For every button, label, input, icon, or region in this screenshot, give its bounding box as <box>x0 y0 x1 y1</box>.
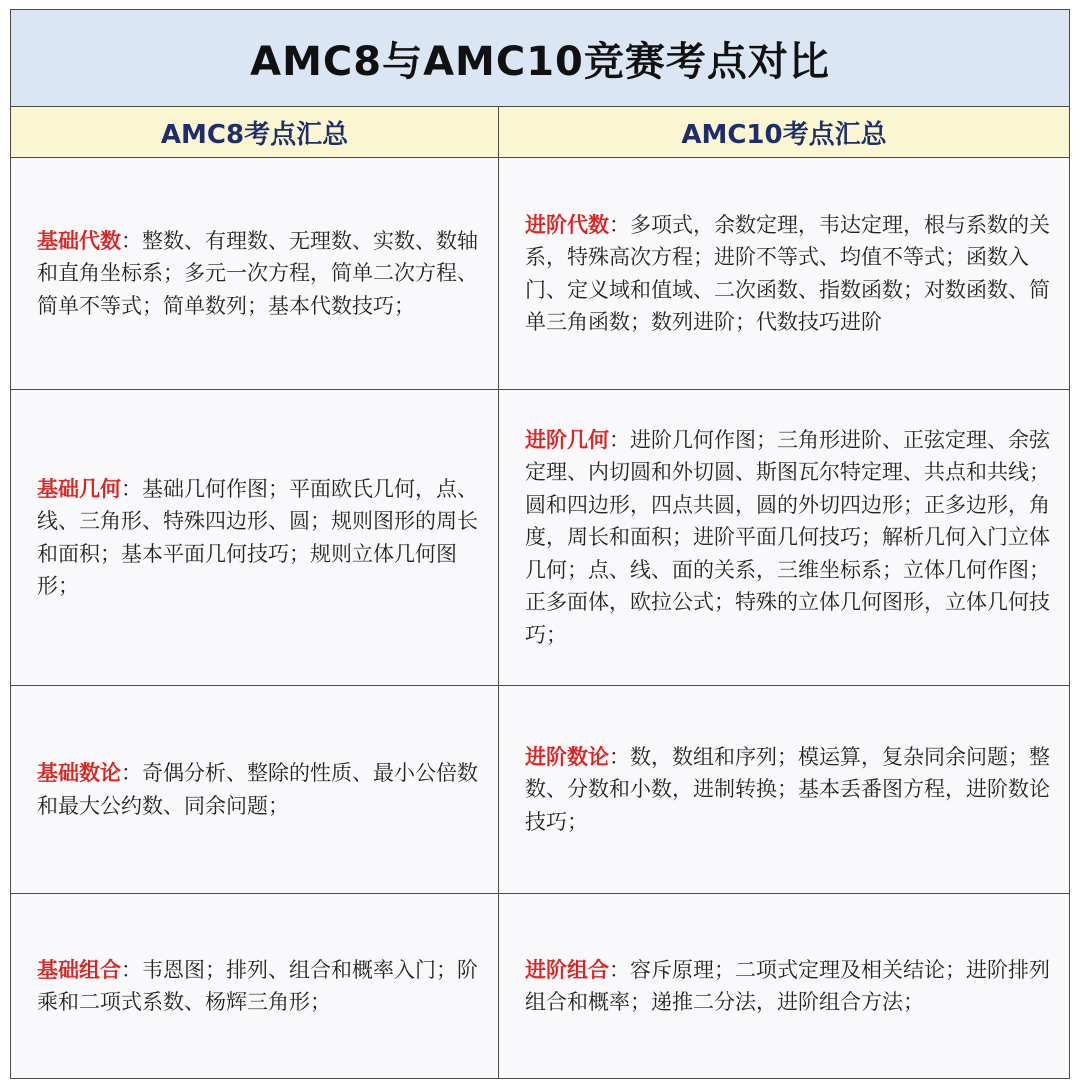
cell-amc8-algebra <box>11 158 499 389</box>
topic-content: ：基础几何作图；平面欧氏几何，点、线、三角形、特殊四边形、圆；规则图形的周长和面积；基本平面几何技巧；规则立体几何图形； <box>37 476 478 598</box>
topic-content: ：奇偶分析、整除的性质、最小公倍数和最大公约数、同余问题； <box>37 761 478 818</box>
cell-amc10-number-theory <box>499 686 1069 893</box>
topic-label: 基础几何 <box>37 476 121 501</box>
topic-label: 基础组合 <box>37 957 121 982</box>
comparison-table <box>10 9 1070 1079</box>
topic-label: 进阶组合 <box>525 957 609 982</box>
topic-label: 进阶数论 <box>525 744 609 769</box>
topic-label: 进阶代数 <box>525 212 609 237</box>
table-row-number-theory <box>11 686 1069 894</box>
page-title: AMC8与AMC10竞赛考点对比 <box>250 38 830 85</box>
cell-amc8-number-theory <box>11 686 499 893</box>
topic-content: ：多项式，余数定理，韦达定理，根与系数的关系，特殊高次方程；进阶不等式、均值不等式；函数入门、定义域和值域、二次函数、指数函数；对数函数、简单三角函数；数列进阶；代数技巧进阶 <box>525 212 1050 334</box>
topic-content: ：韦恩图；排列、组合和概率入门；阶乘和二项式系数、杨辉三角形； <box>37 957 478 1014</box>
cell-amc10-combinatorics <box>499 894 1069 1078</box>
topic-label: 基础代数 <box>37 228 121 253</box>
table-row-algebra <box>11 158 1069 390</box>
topic-content: ：数，数组和序列；模运算，复杂同余问题；整数、分数和小数，进制转换；基本丢番图方程，进阶数论技巧； <box>525 744 1050 834</box>
header-amc8: AMC8考点汇总 <box>11 107 499 157</box>
cell-amc8-combinatorics <box>11 894 499 1078</box>
topic-content: ：进阶几何作图；三角形进阶、正弦定理、余弦定理、内切圆和外切圆、斯图瓦尔特定理、共点和共线；圆和四边形，四点共圆，圆的外切四边形；正多边形，角度，周长和面积；进阶平面几何技巧；解析几何入门立体几何；点、线、面的关系，三维坐标系；立体几何作图；正多面体，欧拉公式；特殊的立体几何图形，立体几何技巧； <box>525 427 1050 647</box>
cell-amc10-geometry <box>499 390 1069 685</box>
topic-content: ：整数、有理数、无理数、实数、数轴和直角坐标系；多元一次方程，简单二次方程、简单不等式；简单数列；基本代数技巧； <box>37 228 478 318</box>
table-row-combinatorics <box>11 894 1069 1078</box>
topic-label: 进阶几何 <box>525 427 609 452</box>
cell-amc10-algebra <box>499 158 1069 389</box>
cell-amc8-geometry <box>11 390 499 685</box>
topic-content: ：容斥原理；二项式定理及相关结论；进阶排列组合和概率；递推二分法，进阶组合方法； <box>525 957 1050 1014</box>
topic-label: 基础数论 <box>37 761 121 785</box>
header-row <box>11 107 1069 158</box>
table-row-geometry <box>11 390 1069 686</box>
header-amc10: AMC10考点汇总 <box>681 119 887 150</box>
title-bar <box>11 10 1069 107</box>
